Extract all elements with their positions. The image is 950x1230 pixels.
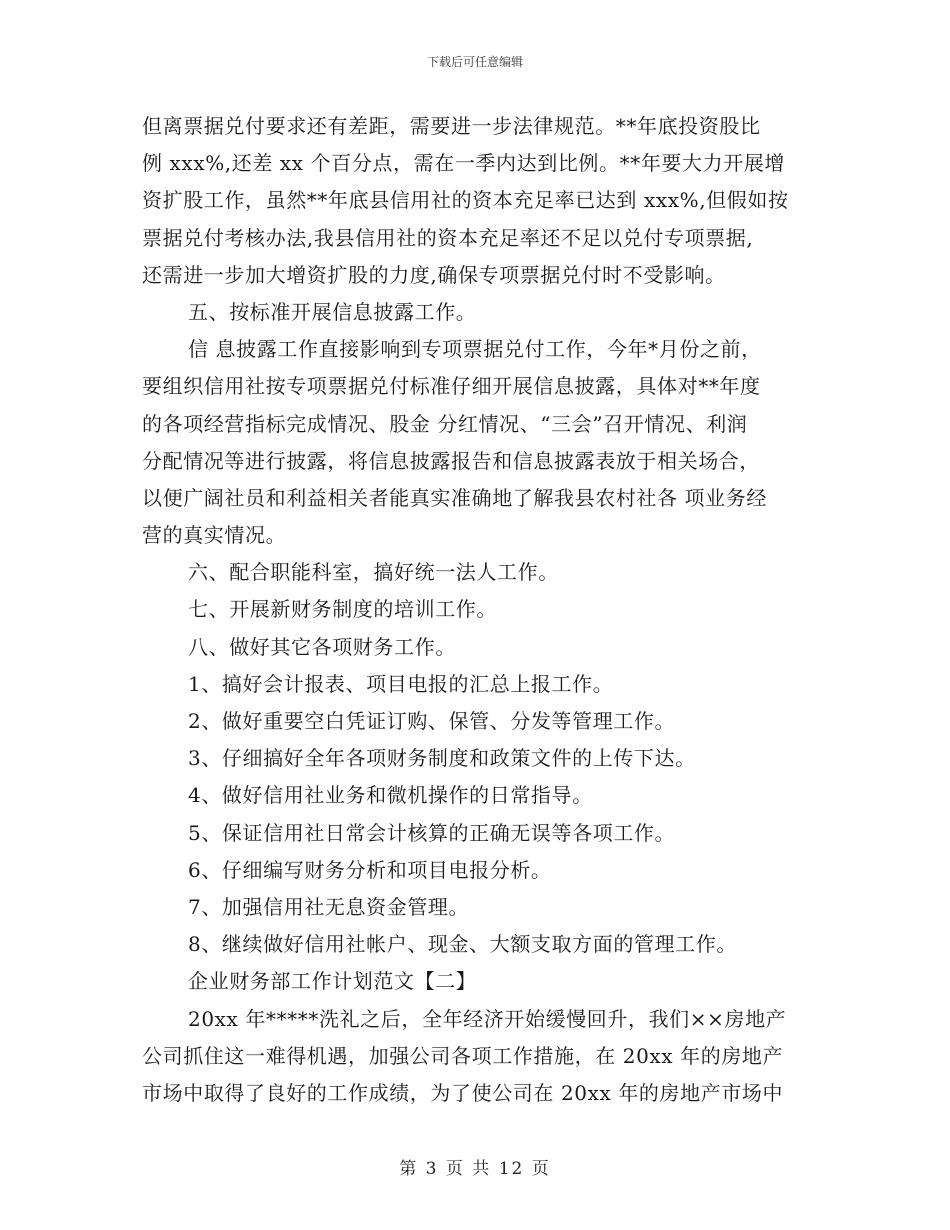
text-line: 信 息披露工作直接影响到专项票据兑付工作，今年*月份之前， bbox=[188, 337, 762, 362]
text-line: 分配情况等进行披露，将信息披露报告和信息披露表放于相关场合， bbox=[142, 448, 760, 473]
text-line: 要组织信用社按专项票据兑付标准仔细开展信息披露，具体对**年度 bbox=[142, 374, 761, 399]
text-line: 例 xxx%,还差 xx 个百分点，需在一季内达到比例。**年要大力开展增 bbox=[142, 151, 786, 176]
page-footer: 第 3 页 共 12 页 bbox=[399, 1159, 551, 1179]
text-line: 六、配合职能科室，搞好统一法人工作。 bbox=[188, 560, 559, 585]
text-line: 7、加强信用社无息资金管理。 bbox=[188, 894, 470, 919]
page-header: 下载后可任意编辑 bbox=[426, 55, 523, 69]
document-body bbox=[142, 108, 814, 1112]
text-line: 3、仔细搞好全年各项财务制度和政策文件的上传下达。 bbox=[188, 746, 696, 771]
text-line: 五、按标准开展信息披露工作。 bbox=[188, 299, 477, 324]
text-line: 2、做好重要空白凭证订购、保管、分发等管理工作。 bbox=[188, 709, 676, 733]
text-line: 资扩股工作，虽然**年底县信用社的资本充足率已达到 xxx%,但假如按 bbox=[142, 188, 789, 213]
text-line: 8、继续做好信用社帐户、现金、大额支取方面的管理工作。 bbox=[188, 932, 737, 957]
text-line: 6、仔细编写财务分析和项目电报分析。 bbox=[188, 857, 552, 882]
text-line: 营的真实情况。 bbox=[142, 523, 287, 548]
text-line: 公司抓住这一难得机遇，加强公司各项工作措施，在 20xx 年的房地产 bbox=[142, 1043, 784, 1068]
text-line: 但离票据兑付要求还有差距，需要进一步法律规范。**年底投资股比 bbox=[142, 114, 761, 138]
text-line: 企业财务部工作计划范文【二】 bbox=[188, 969, 477, 994]
text-line: 20xx 年*****洗礼之后，全年经济开始缓慢回升，我们××房地产 bbox=[188, 1006, 787, 1031]
text-line: 4、做好信用社业务和微机操作的日常指导。 bbox=[188, 783, 593, 808]
text-line: 1、搞好会计报表、项目电报的汇总上报工作。 bbox=[188, 671, 614, 696]
text-line: 还需进一步加大增资扩股的力度,确保专项票据兑付时不受影响。 bbox=[142, 262, 726, 287]
text-line: 的各项经营指标完成情况、股金 分红情况、“三会”召开情况、利润 bbox=[142, 411, 748, 436]
text-line: 以便广阔社员和利益相关者能真实准确地了解我县农村社各 项业务经 bbox=[142, 485, 767, 510]
text-line: 七、开展新财务制度的培训工作。 bbox=[188, 597, 497, 622]
text-line: 八、做好其它各项财务工作。 bbox=[188, 634, 456, 659]
text-line: 票据兑付考核办法,我县信用社的资本充足率还不足以兑付专项票据, bbox=[142, 225, 754, 250]
text-line: 市场中取得了良好的工作成绩，为了使公司在 20xx 年的房地产市场中 bbox=[142, 1080, 784, 1105]
text-line: 5、保证信用社日常会计核算的正确无误等各项工作。 bbox=[188, 820, 676, 845]
